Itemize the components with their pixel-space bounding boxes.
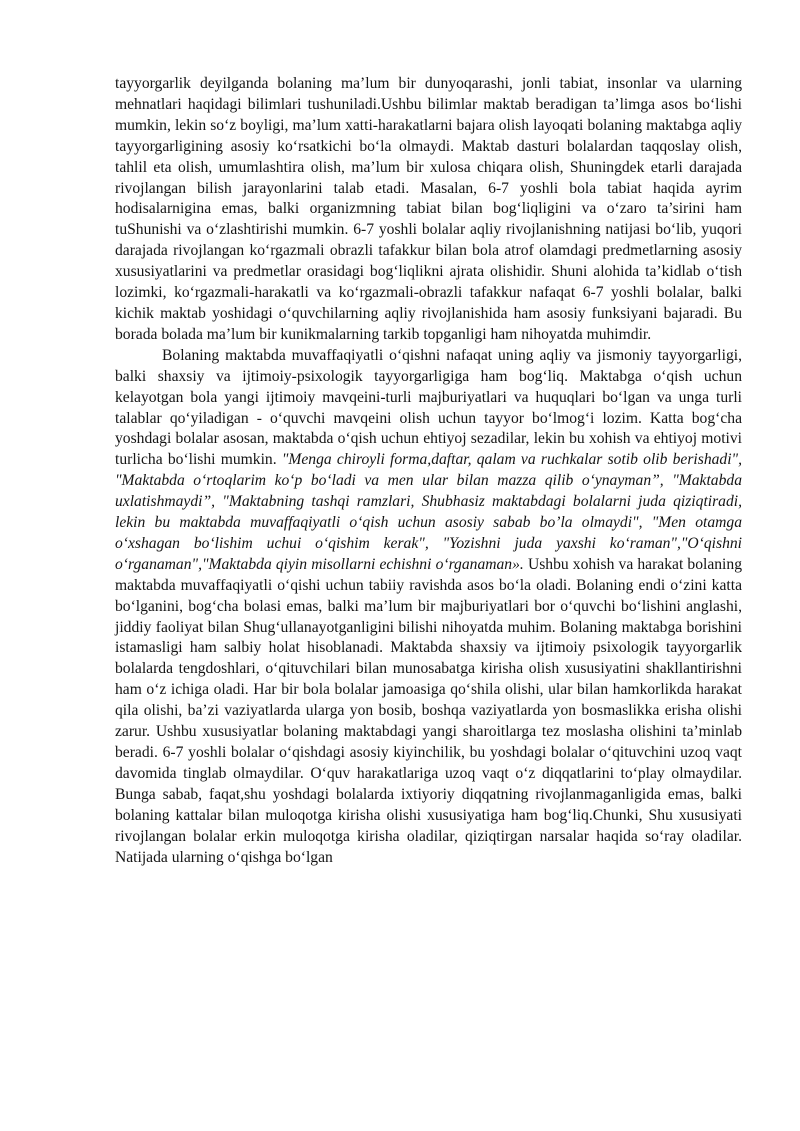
paragraph-2 [115,346,742,869]
paragraph-2-text-lead: Bolaning maktabda muvaffaqiyatli o‘qishni nafaqat uning aqliy va jismoniy tayyorgarligi, balki shaxsiy va ijtimoiy-psixologik tayyorgarligiga ham bog‘liq. Maktabga o‘qish uchun kelayotgan bola yangi ijtimoiy mavqeini-turli majburiyatlari va huquqlari bo‘lgan va unga turli talablar qo‘yiladigan - o‘quvchi mavqeini olish uchun tayyor bo‘lmog‘i lozim. Katta bog‘cha yoshdagi bolalar asosan, maktabda o‘qish uchun ehtiyoj sezadilar, lekin bu xohish va ehtiyoj motivi turlicha bo‘lishi mumkin. [115,346,742,469]
paragraph-2-text-rest: Ushbu xohish va harakat bolaning maktabda muvaffaqiyatli o‘qishi uchun tabiiy ravishda asos bo‘la oladi. Bolaning endi o‘zini katta bo‘lganini, bog‘cha bolasi emas, balki ma’lum bir majburiyatlari bor o‘quvchi bo‘lishini anglashi, jiddiy faoliyat bilan Shug‘ullanayotganligini bilishi nihoyatda muhim. Bolaning maktabga borishini istamasligi ham salbiy holat hisoblanadi. Maktabda shaxsiy va ijtimoiy psixologik tayyorgarlik bolalarda tengdoshlari, o‘qituvchilari bilan munosabatga kirisha olish xususiyatini shakllantirishni ham o‘z ichiga oladi. Har bir bola bolalar jamoasiga qo‘shila olishi, ular bilan hamkorlikda harakat qila olishi, ba’zi vaziyatlarda ularga yon bosib, boshqa vaziyatlarda yon bosmaslikka erisha olishi zarur. Ushbu xususiyatlar bolaning maktabdagi yangi sharoitlarga tez moslasha olishini ta’minlab beradi. 6-7 yoshli bolalar o‘qishdagi asosiy kiyinchilik, bu yoshdagi bolalar o‘qituvchini uzoq vaqt davomida tinglab olmaydilar. O‘quv harakatlariga uzoq vaqt o‘z diqqatlarini to‘play olmaydilar. Bunga sabab, faqat,shu yoshdagi bolalarda ixtiyoriy diqqatning rivojlanmaganligida emas, balki bolaning kattalar bilan muloqotga kirisha olishi xususiyatiga ham bog‘liq.Chunki, Shu xususiyati rivojlangan bolalar erkin muloqotga kirisha oladilar, qiziqtirgan narsalar haqida so‘ray oladilar. Natijada ularning o‘qishga bo‘lgan [115,555,742,866]
paragraph-1 [115,74,742,346]
document-page [115,74,742,868]
paragraph-1-text: tayyorgarlik deyilganda bolaning ma’lum bir dunyoqarashi, jonli tabiat, insonlar va ularning mehnatlari haqidagi bilimlari tushuniladi.Ushbu bilimlar maktab beradigan ta’limga asos bo‘lishi mumkin, lekin so‘z boyligi, ma’lum xatti-harakatlarni bajara olish layoqati bolaning maktabga aqliy tayyorgarligining asosiy ko‘rsatkichi bo‘la olmaydi. Maktab dasturi bolalardan taqqoslay olish, tahlil eta olish, umumlashtira olish, ma’lum bir xulosa chiqara olish, Shuningdek etarli darajada rivojlangan bilish jarayonlarini talab etadi. Masalan, 6-7 yoshli bola tabiat haqida ayrim hodisalarnigina emas, balki organizmning tabiat bilan bog‘liqligini va o‘zaro ta’sirini ham tuShunishi va o‘zlashtirishi mumkin. 6-7 yoshli bolalar aqliy rivojlanishning natijasi bo‘lib, yuqori darajada rivojlangan ko‘rgazmali obrazli tafakkur bilan bola atrof olamdagi predmetlarning asosiy xususiyatlarini va predmetlar orasidagi bog‘liqlikni ajrata olishidir. Shuni alohida ta’kidlab o‘tish lozimki, ko‘rgazmali-harakatli va ko‘rgazmali-obrazli tafakkur nafaqat 6-7 yoshli bolalar, balki kichik maktab yoshidagi o‘quvchilarning aqliy rivojlanishida ham asosiy funksiyani bajaradi. Bu borada bolada ma’lum bir kunikmalarning tarkib topganligi ham nihoyatda muhimdir. [115,75,742,343]
paragraph-2-quotes: "Menga chiroyli forma,daftar, qalam va ruchkalar sotib olib berishadi", "Maktabda o‘rtoqlarim ko‘p bo‘ladi va men ular bilan mazza qilib o‘ynayman”, "Maktabda uxlatishmaydi”, "Maktabning tashqi ramzlari, Shubhasiz maktabdagi bolalarni juda qiziqtiradi, lekin bu maktabda muvaffaqiyatli o‘qish uchun asosiy sabab bo’la olmaydi", "Men otamga o‘xshagan bo‘lishim uchui o‘qishim kerak", "Yozishni juda yaxshi ko‘raman","O‘qishni o‘rganaman","Maktabda qiyin misollarni echishni o‘rganaman». [115,451,742,573]
